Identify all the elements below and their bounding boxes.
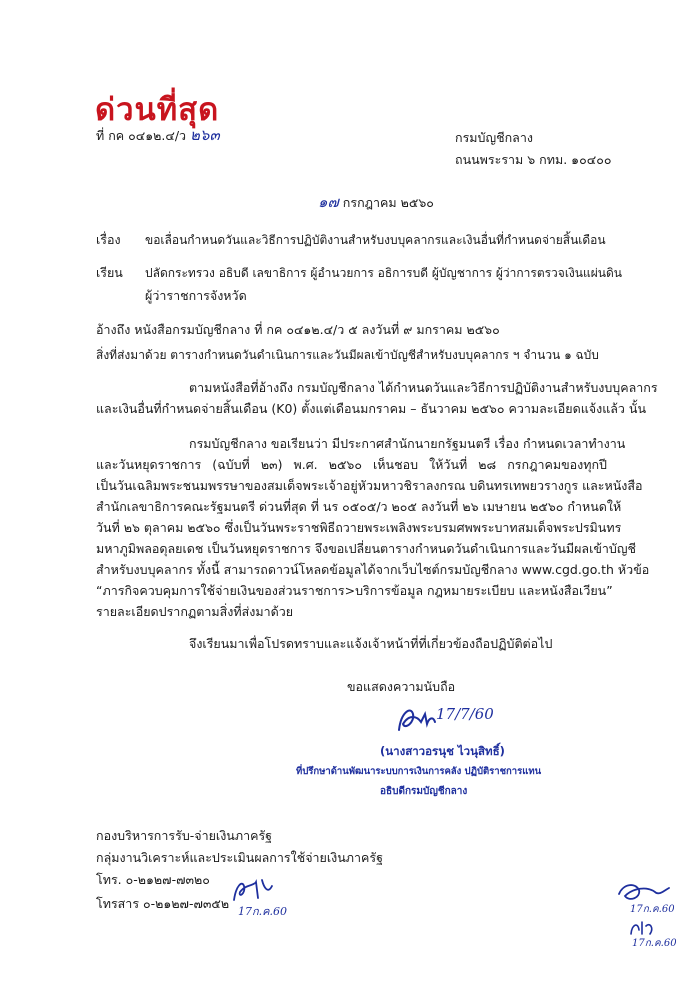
- subject-text: ขอเลื่อนกำหนดวันและวิธีการปฏิบัติงานสำหรับงบบุคลากรและเงินอื่นที่กำหนดจ่ายสิ้นเดือน: [145, 233, 606, 247]
- paragraph-2-line: รายละเอียดปรากฏตามสิ่งที่ส่งมาด้วย: [96, 604, 294, 619]
- footer-fax: โทรสาร ๐-๒๑๒๗-๗๓๕๒: [96, 896, 230, 911]
- paragraph-2-line: “ภารกิจควบคุมการใช้จ่ายเงินของส่วนราชการ>บริการข้อมูล กฎหมายระเบียบ และหนังสือเวียน”: [96, 583, 613, 598]
- signatory-position-2: อธิบดีกรมบัญชีกลาง: [380, 786, 468, 797]
- reference-line: อ้างถึง หนังสือกรมบัญชีกลาง ที่ กค ๐๔๑๒.๔/ว ๕ ลงวันที่ ๙ มกราคม ๒๕๖๐: [96, 322, 500, 337]
- date-day-handwritten: ๑๗: [318, 193, 339, 211]
- paragraph-2-line: สำหรับงบบุคลากร ทั้งนี้ สามารถดาวน์โหลดข้อมูลได้จากเว็บไซต์กรมบัญชีกลาง www.cgd.go.th หัวข้อ: [96, 562, 650, 577]
- paragraph-1: [96, 377, 658, 419]
- date-month-year: กรกฎาคม ๒๕๖๐: [342, 195, 434, 210]
- paragraph-2-line: เป็นวันเฉลิมพระชนมพรรษาของสมเด็จพระเจ้าอยู่หัวมหาวชิราลงกรณ บดินทรเทพยวรางกูร และหนังสือ: [96, 478, 643, 493]
- initial-mark-right-2: [628, 918, 658, 938]
- letter-date: [318, 192, 434, 213]
- urgency-label: ด่วนที่สุด: [95, 92, 220, 128]
- reference-prefix: ที่ กค ๐๔๑๒.๔/ว: [96, 128, 187, 143]
- to-line-2: ผู้ว่าราชการจังหวัด: [145, 288, 247, 303]
- footer-division: กองบริหารการรับ-จ่ายเงินภาครัฐ: [96, 828, 273, 843]
- reference-number-handwritten: ๒๖๓: [190, 126, 220, 144]
- initial-scribble-icon: [628, 918, 658, 938]
- paragraph-2-line: มหาภูมิพลอดุลยเดช เป็นวันหยุดราชการ จึงขอเปลี่ยนตารางกำหนดวันดำเนินการและวันมีผลเข้าบัญชี: [96, 541, 636, 556]
- reference-number: [96, 125, 220, 146]
- closing-request: จึงเรียนมาเพื่อโปรดทราบและแจ้งเจ้าหน้าที่ที่เกี่ยวข้องถือปฏิบัติต่อไป: [189, 636, 553, 651]
- paragraph-2-line: และวันหยุดราชการ (ฉบับที่ ๒๓) พ.ศ. ๒๕๖๐ เห็นชอบ ให้วันที่ ๒๘ กรกฎาคมของทุกปี: [96, 457, 607, 472]
- paragraph-2-line: สำนักเลขาธิการคณะรัฐมนตรี ด่วนที่สุด ที่ นร ๐๕๐๕/ว ๒๐๕ ลงวันที่ ๒๖ เมษายน ๒๕๖๐ กำหนดให้: [96, 499, 622, 514]
- initial-date-right-1: 17ก.ค.60: [630, 904, 675, 915]
- subject-label: เรื่อง: [96, 232, 121, 247]
- initial-date-left: 17ก.ค.60: [238, 905, 288, 918]
- paragraph-2: [96, 433, 650, 622]
- paragraph-2-line: กรมบัญชีกลาง ขอเรียนว่า มีประกาศสำนักนายกรัฐมนตรี เรื่อง กำหนดเวลาทำงาน: [189, 436, 626, 451]
- paragraph-1-line: และเงินอื่นที่กำหนดจ่ายสิ้นเดือน (K0) ตั้งแต่เดือนมกราคม – ธันวาคม ๒๕๖๐ ความละเอียดแจ้งแล้ว นั้น: [96, 401, 646, 416]
- paragraph-1-line: ตามหนังสือที่อ้างถึง กรมบัญชีกลาง ได้กำหนดวันและวิธีการปฏิบัติงานสำหรับงบบุคลากร: [189, 380, 658, 395]
- agency-address: ถนนพระราม ๖ กทม. ๑๐๔๐๐: [455, 152, 612, 167]
- agency-name: กรมบัญชีกลาง: [455, 130, 533, 145]
- signatory-name: (นางสาวอรนุช ไวนุสิทธิ์): [380, 744, 505, 758]
- signatory-position: ที่ปรึกษาด้านพัฒนาระบบการเงินการคลัง ปฏิบัติราชการแทน: [296, 766, 542, 777]
- initial-date-right-2: 17ก.ค.60: [632, 938, 677, 949]
- attachment-line: สิ่งที่ส่งมาด้วย ตารางกำหนดวันดำเนินการและวันมีผลเข้าบัญชีสำหรับงบบุคลากร ฯ จำนวน ๑ ฉบับ: [96, 348, 599, 362]
- footer-group: กลุ่มงานวิเคราะห์และประเมินผลการใช้จ่ายเงินภาครัฐ: [96, 850, 384, 865]
- valediction: ขอแสดงความนับถือ: [347, 679, 456, 694]
- to-line-1: ปลัดกระทรวง อธิบดี เลขาธิการ ผู้อำนวยการ อธิการบดี ผู้บัญชาการ ผู้ว่าการตรวจเงินแผ่นดิน: [145, 266, 622, 280]
- signature-handwritten-date: 17/7/60: [436, 705, 494, 723]
- to-label: เรียน: [96, 265, 123, 280]
- paragraph-2-line: วันที่ ๒๖ ตุลาคม ๒๕๖๐ ซึ่งเป็นวันพระราชพิธีถวายพระเพลิงพระบรมศพพระบาทสมเด็จพระปรมินทร: [96, 520, 622, 535]
- footer-tel: โทร. ๐-๒๑๒๗-๗๓๒๐: [96, 872, 210, 887]
